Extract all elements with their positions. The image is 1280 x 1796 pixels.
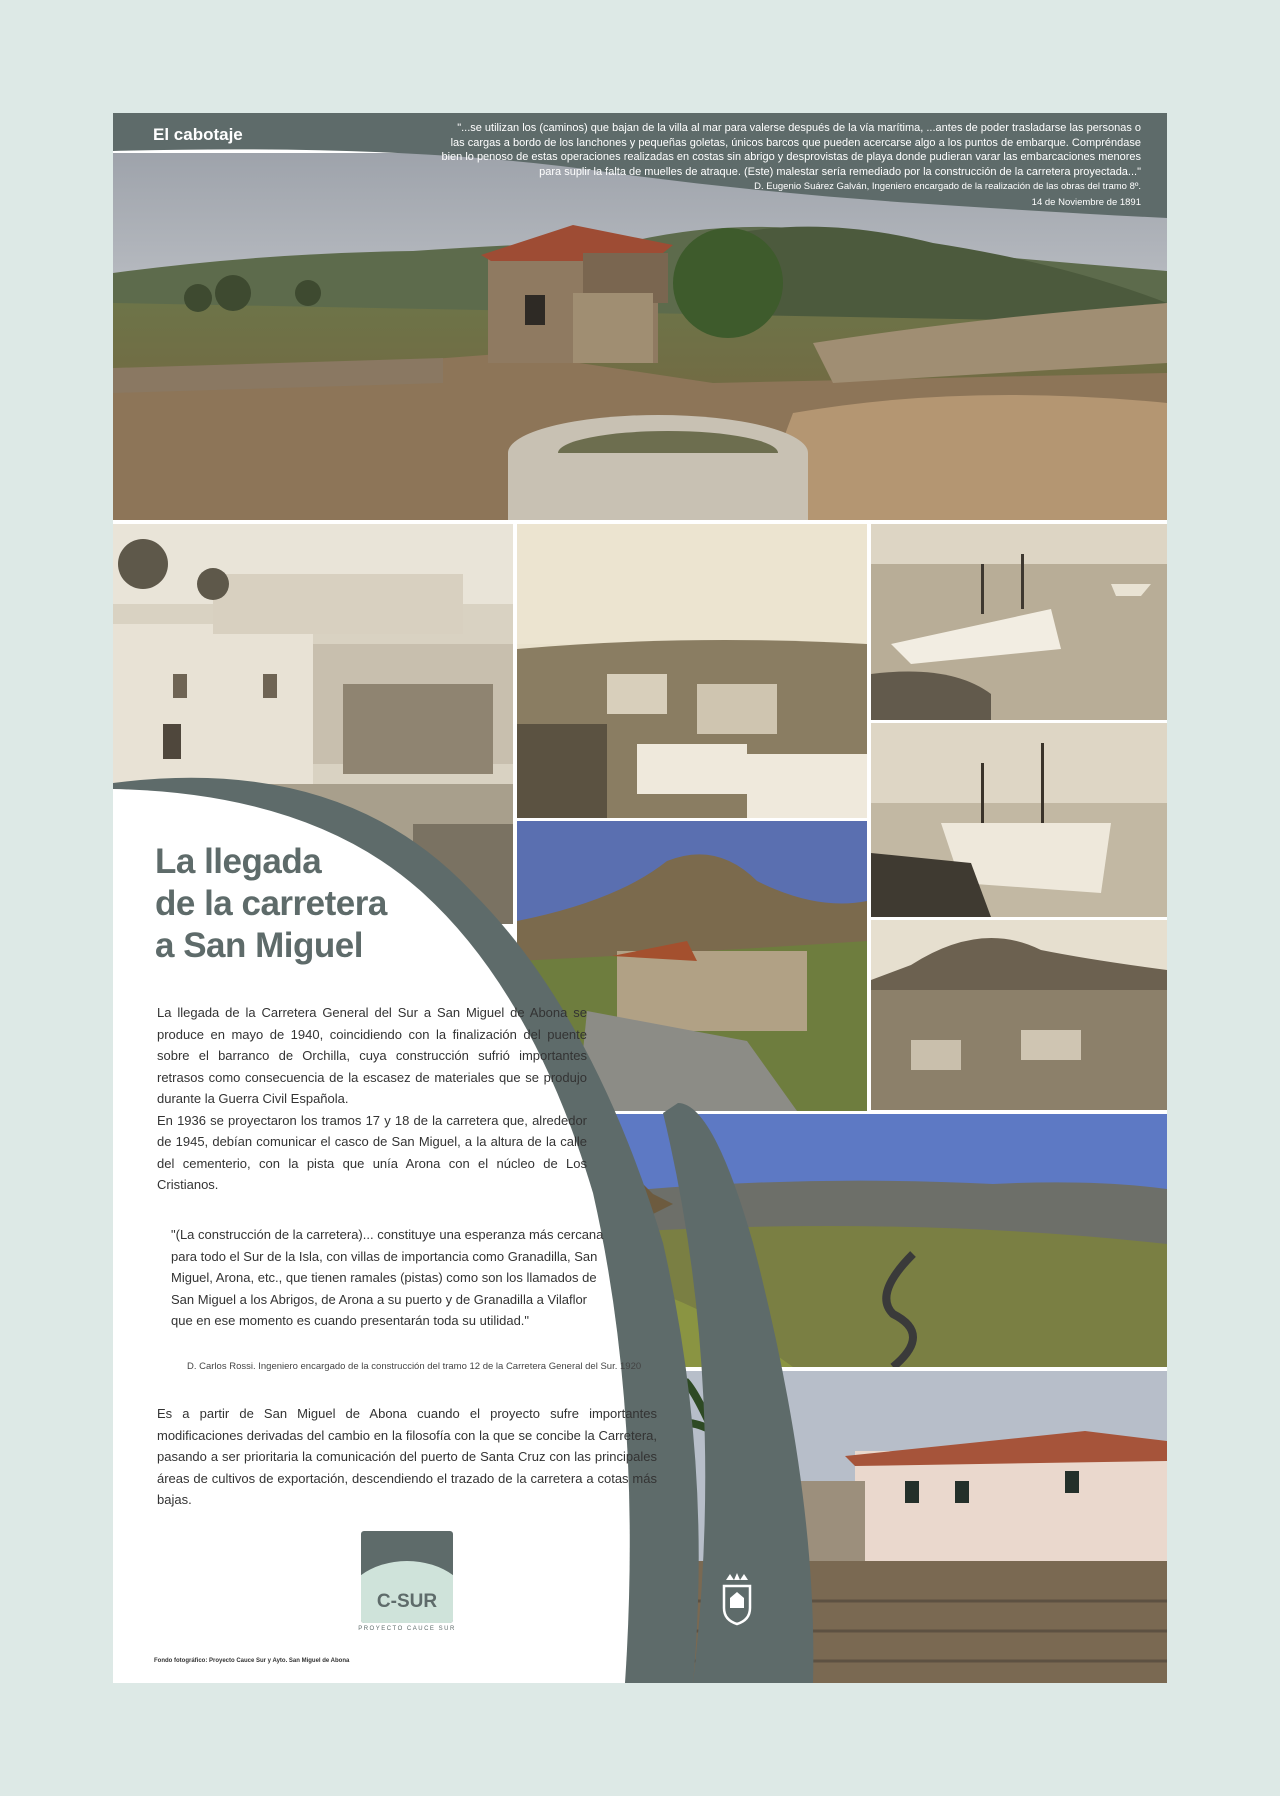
body-paragraph-3: Es a partir de San Miguel de Abona cuando el proyecto sufre importantes modificaciones derivadas del cambio en la filosofía con la que se concibe la Carretera, pasando a ser prioritaria la comunicación del puerto de Santa Cruz con las principales áreas de cultivos de exportación, descendiendo el trazado de la carretera a cotas más bajas. [157, 1406, 657, 1507]
cabildo-shield-icon [710, 1568, 764, 1638]
header-quote-text: "...se utilizan los (caminos) que bajan de la villa al mar para valerse después de la vía marítima, ...antes de poder trasladarse las personas o las cargas a bordo de los lanchones y pequeñas goletas, únicos barcos que pueden acercarse algo a los puntos de embarque. Compréndase bien lo penoso de estas operaciones realizadas en costas sin abrigo y desprovistas de playa donde pudieran varar las embarcaciones menores para suplir la falta de muelles de atraque. (Este) malestar sería remediado por la construcción de la carretera proyectada..." [441, 122, 1141, 178]
paragraph-2: En 1936 se proyectaron los tramos 17 y 18 de la carretera que, alrededor de 1945, debían comunicar el casco de San Miguel, a la altura de la calle del cementerio, con la pista que unía Arona con el núcleo de Los Cristianos. [157, 1112, 587, 1192]
header-title: El cabotaje [153, 125, 243, 144]
photo-credit: Fondo fotográfico: Proyecto Cauce Sur y Ayto. San Miguel de Abona [154, 1658, 350, 1664]
title-line-2: de la carretera [155, 884, 387, 923]
cabildo-emblem [710, 1568, 764, 1638]
body-paragraph-1 [157, 1002, 587, 1196]
header-quote-date: 14 de Noviembre de 1891 [1031, 196, 1141, 208]
body-quote: "(La construcción de la carretera)... constituye una esperanza más cercana para todo el Sur de la Isla, con villas de importancia como Granadilla, San Miguel, Arona, etc., que tienen ramales (pistas) como son los llamados de San Miguel a los Abrigos, de Arona a su puerto y de Granadilla a Vilaflor que en ese momento es cuando presentarán toda su utilidad." [171, 1227, 604, 1328]
logo-subtitle: PROYECTO CAUCE SUR [358, 1626, 456, 1632]
poster [113, 113, 1167, 1683]
logo-box [361, 1531, 453, 1623]
body-quote-attribution: D. Carlos Rossi. Ingeniero encargado de la construcción del tramo 12 de la Carretera General del Sur. 1920 [187, 1361, 642, 1372]
title-line-1: La llegada [155, 842, 322, 881]
paragraph-1: La llegada de la Carretera General del Sur a San Miguel de Abona se produce en mayo de 1940, coincidiendo con la finalización del puente sobre el barranco de Orchilla, cuya construcción sufrió importantes retrasos como consecuencia de la escasez de materiales que se produjo durante la Guerra Civil Española. [157, 1005, 587, 1106]
logo-name: C-SUR [376, 1591, 438, 1612]
main-title [155, 841, 535, 967]
title-line-3: a San Miguel [155, 926, 363, 965]
header-quote-attribution: D. Eugenio Suárez Galván, Ingeniero encargado de la realización de las obras del tramo 8º. [754, 181, 1141, 192]
c-sur-logo [358, 1531, 456, 1635]
